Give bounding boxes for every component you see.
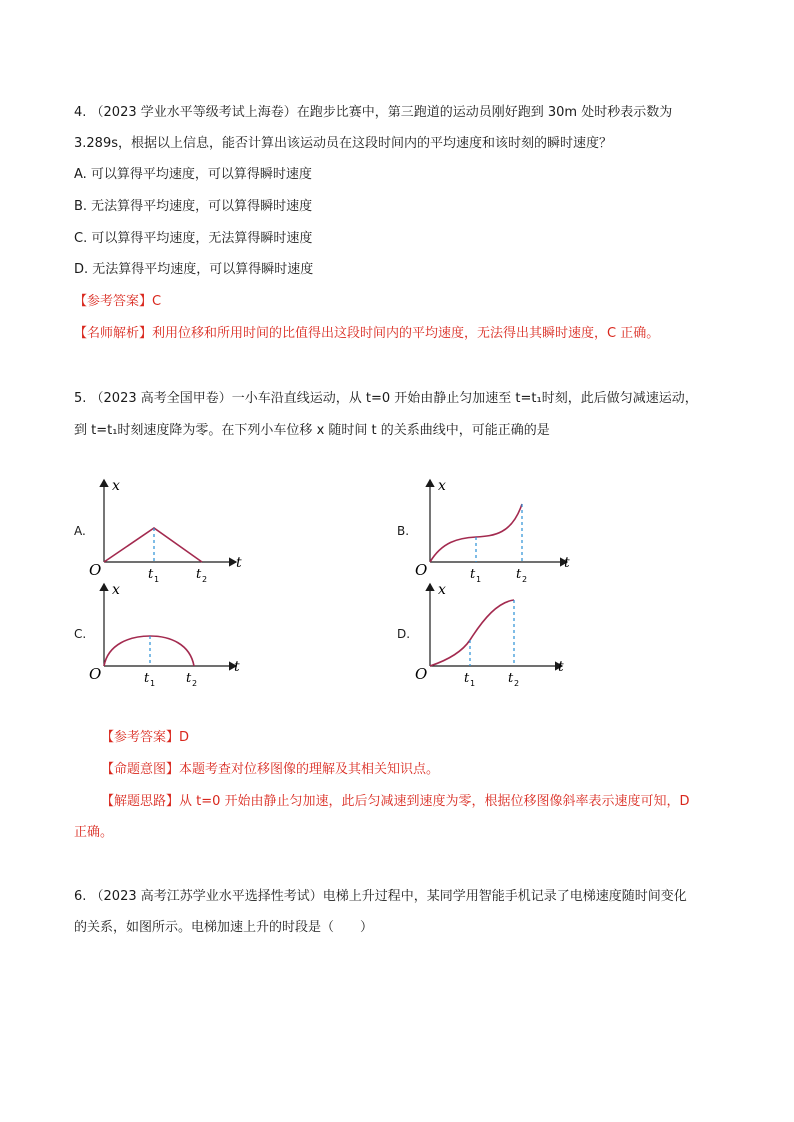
graph-b-t1: t — [470, 567, 476, 582]
q4-stem-line2: 3.289s，根据以上信息，能否计算出该运动员在这段时间内的平均速度和该时刻的瞬时速度？ — [74, 136, 612, 151]
graph-c-t2: t — [186, 671, 192, 686]
graph-d — [412, 578, 582, 688]
graph-a-t-label: t — [236, 555, 242, 571]
graph-b-origin: O — [415, 561, 428, 579]
graph-c-label: C. — [74, 627, 87, 641]
q5-intent: 【命题意图】本题考查对位移图像的理解及其相关知识点。 — [101, 762, 440, 777]
graph-c — [86, 578, 256, 688]
graph-a-curve — [104, 528, 202, 562]
q4-stem-line1: 4. （2023 学业水平等级考试上海卷）在跑步比赛中，第三跑道的运动员刚好跑到 30m 处时秒表示数为 — [74, 105, 673, 120]
graph-c-t1-sub: 1 — [150, 679, 156, 688]
graph-b-t1-sub: 1 — [476, 575, 482, 584]
q5-solution-line1: 【解题思路】从 t=0 开始由静止匀加速，此后匀减速到速度为零，根据位移图像斜率表示速度可知，D — [101, 794, 690, 809]
graph-c-x-label: x — [112, 582, 120, 598]
q5-stem-line2: 到 t=t₁时刻速度降为零。在下列小车位移 x 随时间 t 的关系曲线中，可能正确的是 — [74, 423, 550, 438]
graph-b-label: B. — [397, 524, 410, 538]
graph-d-t1-sub: 1 — [470, 679, 476, 688]
q6-stem-line1: 6. （2023 高考江苏学业水平选择性考试）电梯上升过程中，某同学用智能手机记录了电梯速度随时间变化 — [74, 889, 687, 904]
q5-stem-line1: 5. （2023 高考全国甲卷）一小车沿直线运动，从 t=0 开始由静止匀加速至 t=t₁时刻，此后做匀减速运动， — [74, 391, 698, 406]
graph-b-t2-sub: 2 — [522, 575, 528, 584]
graph-c-t2-sub: 2 — [192, 679, 198, 688]
q4-answer: 【参考答案】C — [74, 294, 162, 309]
q4-option-b: B. 无法算得平均速度，可以算得瞬时速度 — [74, 199, 313, 214]
graph-d-origin: O — [415, 665, 428, 683]
graph-a-origin: O — [89, 561, 102, 579]
graph-a — [86, 474, 256, 584]
q6-stem-line2: 的关系，如图所示。电梯加速上升的时段是（ ） — [74, 920, 374, 935]
graph-d-t2-sub: 2 — [514, 679, 520, 688]
q5-answer: 【参考答案】D — [101, 730, 190, 745]
q5-solution-line2: 正确。 — [74, 825, 114, 840]
graph-b-curve — [430, 504, 522, 562]
graph-c-curve — [104, 636, 194, 666]
graph-c-origin: O — [89, 665, 102, 683]
graph-d-t2: t — [508, 671, 514, 686]
graph-b-x-label: x — [438, 478, 446, 494]
graph-a-t2: t — [196, 567, 202, 582]
graph-b-t2: t — [516, 567, 522, 582]
graph-d-x-label: x — [438, 582, 446, 598]
graph-a-t1: t — [148, 567, 154, 582]
graph-a-x-label: x — [112, 478, 120, 494]
graph-b-t-label: t — [564, 555, 570, 571]
graph-d-label: D. — [397, 627, 411, 641]
q4-option-d: D. 无法算得平均速度，可以算得瞬时速度 — [74, 262, 314, 277]
graph-c-t1: t — [144, 671, 150, 686]
graph-c-t-label: t — [234, 659, 240, 675]
graph-b — [412, 474, 582, 584]
graph-a-t2-sub: 2 — [202, 575, 208, 584]
graph-a-t1-sub: 1 — [154, 575, 160, 584]
graph-d-t1: t — [464, 671, 470, 686]
graph-a-label: A. — [74, 524, 86, 538]
q4-option-a: A. 可以算得平均速度，可以算得瞬时速度 — [74, 167, 312, 182]
q4-option-c: C. 可以算得平均速度，无法算得瞬时速度 — [74, 231, 313, 246]
graph-d-curve — [430, 600, 514, 666]
graph-d-t-label: t — [558, 659, 564, 675]
q4-analysis: 【名师解析】利用位移和所用时间的比值得出这段时间内的平均速度，无法得出其瞬时速度，C 正确。 — [74, 326, 660, 341]
